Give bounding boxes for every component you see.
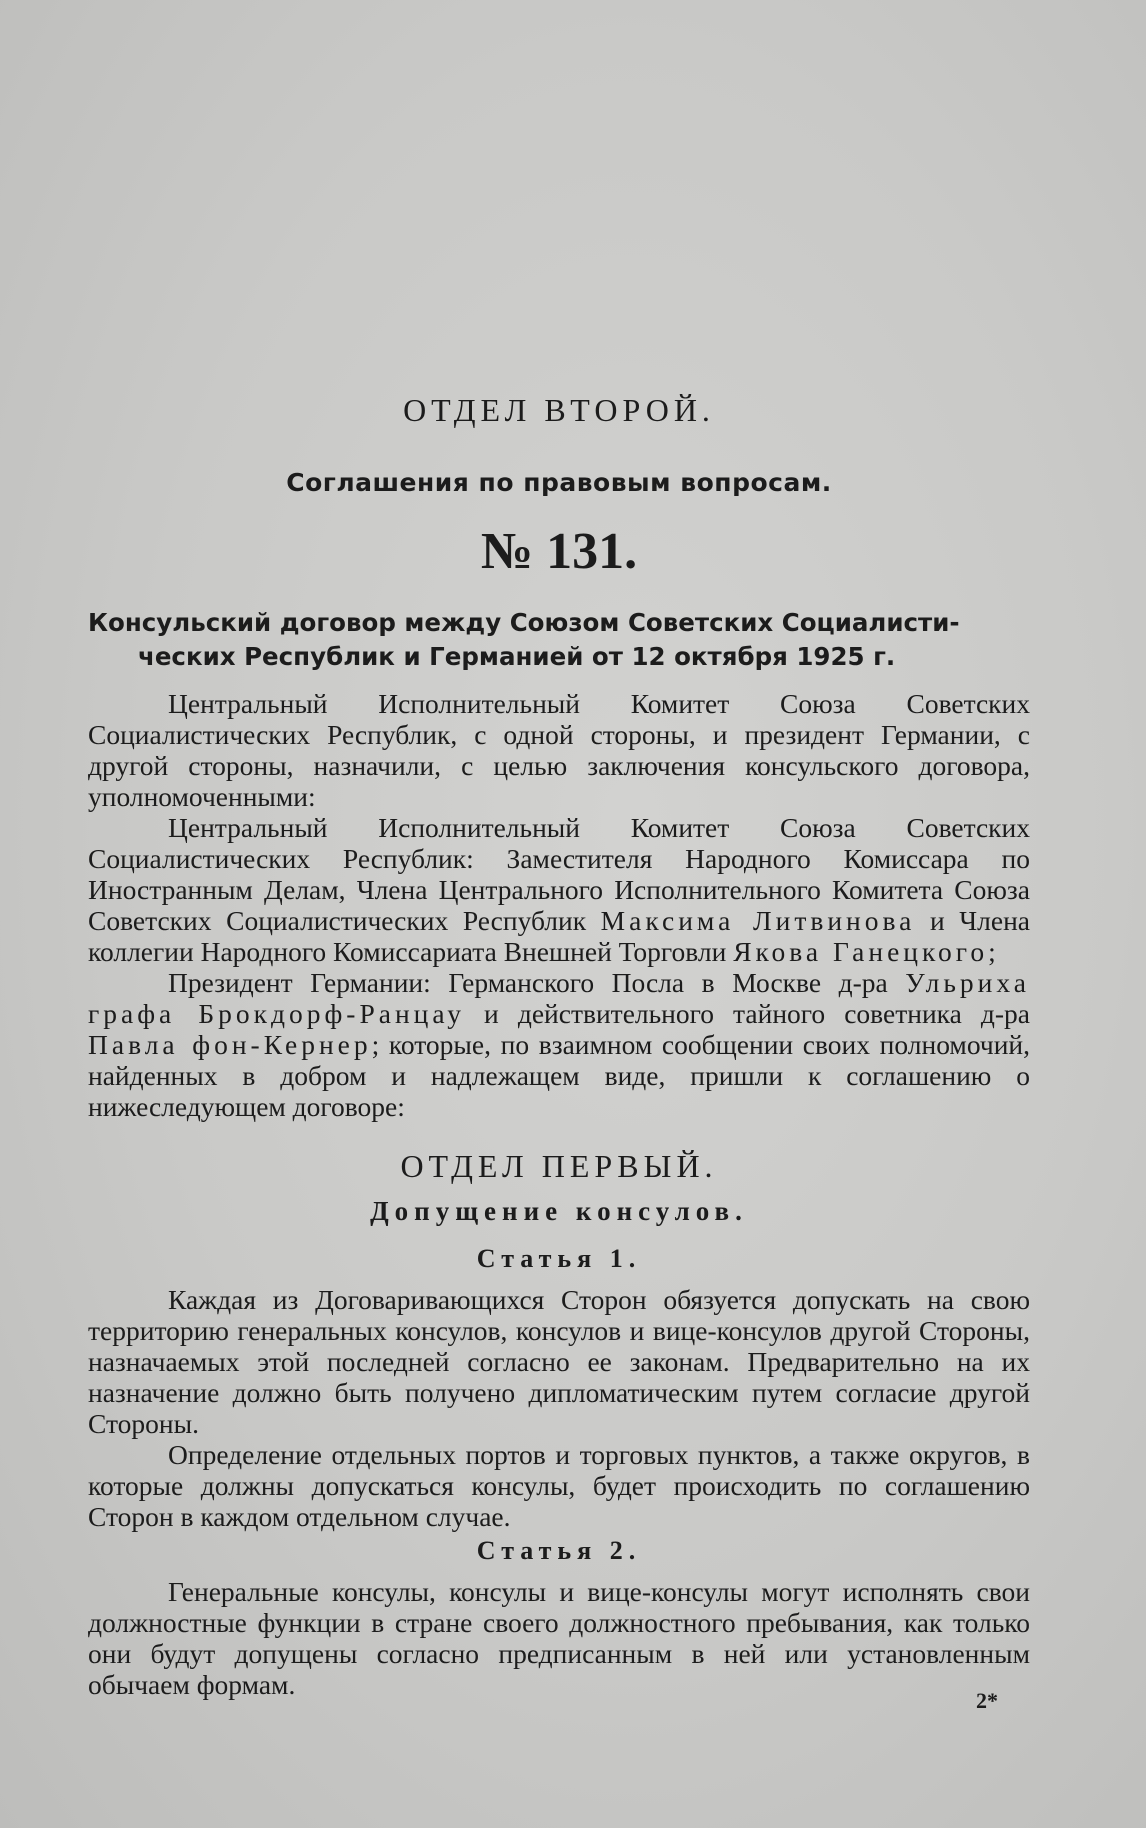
article-2-heading: Статья 2. bbox=[476, 1536, 642, 1565]
part-subtitle: Соглашения по правовым вопросам. bbox=[286, 468, 832, 497]
preamble-paragraph-2 bbox=[88, 812, 1030, 967]
preamble-paragraph-3-text-a: Президент Германии: Германского Посла в Москве д-ра bbox=[168, 967, 906, 998]
plenipotentiary-name-ganetsky: Якова Ганецкого bbox=[733, 936, 989, 967]
document-title-line-2: ческих Республик и Германией от 12 октября 1925 г. bbox=[138, 642, 896, 671]
preamble bbox=[88, 688, 1030, 1122]
preamble-paragraph-2-text-c: ; bbox=[988, 936, 996, 967]
preamble-paragraph-2-text-a: Центральный Исполнительный Комитет Союза Советских Социалистических Республик: Заместителя Народного Комиссара по Иностранным Делам, Члена Центрального Исполнительного Комитета Союза Советских Социалистических Республик bbox=[88, 812, 1030, 936]
document-title-line-1: Консульский договор между Союзом Советских Социалисти- bbox=[88, 608, 960, 637]
part-heading: ОТДЕЛ ВТОРОЙ. bbox=[403, 392, 715, 428]
article-1-paragraph-2: Определение отдельных портов и торговых пунктов, а также округов, в которые должны допускаться консулы, будет происходить по соглашению Сторон в каждом отдельном случае. bbox=[88, 1439, 1030, 1532]
preamble-paragraph-3-text-b: и действительного тайного советника д-ра bbox=[464, 998, 1030, 1029]
article-1-paragraph-1: Каждая из Договаривающихся Сторон обязуется допускать на свою территорию генеральных консулов, консулов и вице-консулов другой Стороны, назначаемых этой последней согласно ее законам. Предварительно на их назначение должно быть получено дипломатическим путем согласие другой Стороны. bbox=[88, 1284, 1030, 1439]
section-one-heading: ОТДЕЛ ПЕРВЫЙ. bbox=[400, 1148, 718, 1184]
preamble-paragraph-3 bbox=[88, 967, 1030, 1122]
preamble-paragraph-1: Центральный Исполнительный Комитет Союза Советских Социалистических Республик, с одной стороны, и президент Германии, с другой стороны, назначили, с целью заключения консульского договора, уполномоченными: bbox=[88, 688, 1030, 812]
article-2-body bbox=[88, 1576, 1030, 1700]
plenipotentiary-name-litvinov: Максима Литвинова bbox=[600, 905, 916, 936]
article-1-body bbox=[88, 1284, 1030, 1532]
section-one-subheading: Допущение консулов. bbox=[370, 1196, 748, 1226]
document-title bbox=[88, 606, 1030, 674]
preamble-paragraph-3-text-c: ; которые, по взаимном сообщении своих полномочий, найденных в добром и надлежащем виде, пришли к соглашению о нижеследующем договоре: bbox=[88, 1029, 1030, 1122]
page-signature: 2* bbox=[976, 1688, 998, 1713]
document-number: № 131. bbox=[480, 523, 638, 580]
article-2-paragraph-1: Генеральные консулы, консулы и вице-консулы могут исполнять свои должностные функции в стране своего должностного пребывания, как только они будут допущены согласно предписанным в ней или установленным обычаем формам. bbox=[88, 1576, 1030, 1700]
preamble-paragraph-2-text-b: и Члена коллегии Народного Комиссариата Внешней Торговли bbox=[88, 905, 1030, 967]
article-1-heading: Статья 1. bbox=[476, 1244, 642, 1273]
plenipotentiary-name-brockdorff: Ульриха графа Брокдорф-Ранцау bbox=[88, 967, 1030, 1029]
plenipotentiary-name-koerner: Павла фон-Кернер bbox=[88, 1029, 372, 1060]
